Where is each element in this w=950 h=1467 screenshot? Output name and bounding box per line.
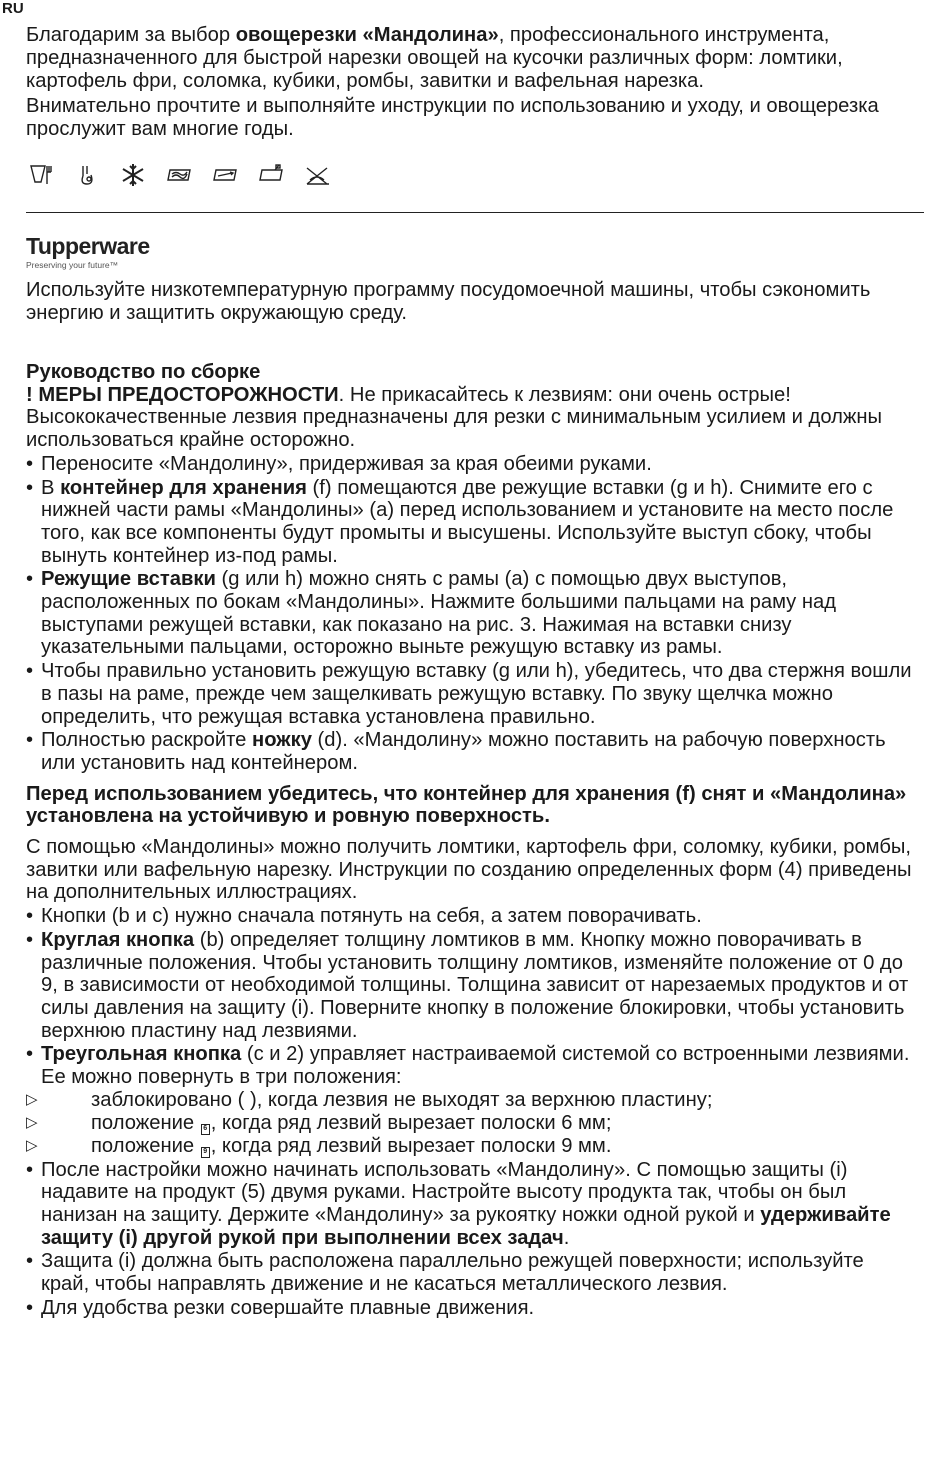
eco-note: Используйте низкотемпературную программу посудомоечной машины, чтобы сэкономить энергию и защитить окружающую среду. <box>26 279 871 325</box>
intro-paragraph-2: Внимательно прочтите и выполняйте инструкции по использованию и уходу, и овощерезка прослужит вам многие годы. <box>26 94 879 140</box>
dishwasher-safe-icon <box>74 162 100 194</box>
food-safe-icon <box>28 162 54 194</box>
usage-list <box>26 1159 916 1320</box>
care-icons-row <box>26 163 916 193</box>
microwave-open-icon <box>258 162 284 194</box>
intro-text: Благодарим за выбор <box>26 24 236 46</box>
warning-text: . Не прикасайтесь к лезвиям: они очень острые! Высококачественные лезвия предназначены для резки с минимальным усилием и должны использоваться крайне осторожно. <box>26 383 883 452</box>
divider <box>26 212 924 213</box>
position-item: ▷ положение 9 , когда ряд лезвий вырезает полоски 9 мм. <box>26 1135 916 1158</box>
position-item: ▷ положение 6 , когда ряд лезвий вырезает полоски 6 мм; <box>26 1112 916 1135</box>
product-name: овощерезки «Мандолина» <box>235 24 499 46</box>
tupperware-logo <box>26 233 150 271</box>
before-use-paragraph: С помощью «Мандолины» можно получить ломтики, картофель фри, соломку, кубики, ромбы, завитки или вафельную нарезку. Инструкции по созданию определенных форм (4) приведены на дополнительных иллюстрациях. <box>26 836 912 904</box>
warning-label: ! МЕРЫ ПРЕДОСТОРОЖНОСТИ <box>26 383 339 406</box>
positions-list <box>26 1089 916 1158</box>
microwave-icon <box>166 162 192 194</box>
intro-text-cont: , профессионального инструмента, предназначенного для быстрой нарезки овощей на кусочки различных форм: ломтики, картофель фри, соломка, кубики, ромбы, завитки и вафельная нарезка. <box>26 24 843 93</box>
freezer-safe-icon <box>120 162 146 194</box>
logo-tagline: Preserving your future™ <box>26 260 119 270</box>
assembly-list <box>26 453 916 775</box>
microwave-reheat-icon <box>212 162 238 194</box>
list-item: • Защита (i) должна быть расположена параллельно режущей поверхности; используйте край, чтобы направлять движение и не касаться металлического лезвия. <box>26 1250 916 1295</box>
no-oven-icon <box>304 162 330 194</box>
assembly-title: Руководство по сборке <box>26 361 261 383</box>
position-item: ▷ заблокировано ( ), когда лезвия не выходят за верхнюю пластину; <box>26 1089 916 1112</box>
intro-section <box>26 24 916 193</box>
position-6-symbol: 6 <box>201 1124 210 1135</box>
list-item: • Режущие вставки (g или h) можно снять с рамы (a) с помощью двух выступов, расположенных по бокам «Мандолины». Нажмите большими пальцами на раму над выступами режущей вставки, как показано на рис. 3. Нажимая на вставки снизу указательными пальцами, осторожно выньте режущую вставку из рамы. <box>26 568 916 659</box>
list-item: • Круглая кнопка (b) определяет толщину ломтиков в мм. Кнопку можно поворачивать в различные положения. Чтобы установить толщину ломтиков, изменяйте положение от 0 до 9, в зависимости от необходимой толщины. Толщина зависит от нарезаемых продуктов и от силы давления на защиту (i). Поверните кнопку в положение блокировки, чтобы установить верхнюю пластину над лезвиями. <box>26 929 916 1043</box>
logo-wordmark: Tupperware <box>26 233 150 259</box>
list-item: • Для удобства резки совершайте плавные движения. <box>26 1297 916 1320</box>
list-item: • Кнопки (b и c) нужно сначала потянуть на себя, а затем поворачивать. <box>26 905 916 928</box>
list-item: • Переносите «Мандолину», придерживая за края обеими руками. <box>26 453 916 476</box>
list-item: • После настройки можно начинать использовать «Мандолину». С помощью защиты (i) надавите на продукт (5) двумя руками. Настройте высоту продукта так, чтобы он был нанизан на защиту. Держите «Мандолину» за рукоятку ножки одной рукой и удерживайте защиту (i) другой рукой при выполнении всех задач. <box>26 1159 916 1250</box>
assembly-section <box>26 361 916 1319</box>
position-9-symbol: 9 <box>201 1147 210 1158</box>
before-use-heading: Перед использованием убедитесь, что контейнер для хранения (f) снят и «Мандолина» установлена на устойчивую и ровную поверхность. <box>26 782 907 828</box>
language-code: RU <box>2 0 24 17</box>
list-item: • Чтобы правильно установить режущую вставку (g или h), убедитесь, что два стержня вошли в пазы на раме, прежде чем защелкивать режущую вставку. По звуку щелчка можно определить, что режущая вставка установлена правильно. <box>26 660 916 728</box>
before-use-list <box>26 905 916 1089</box>
list-item: • Полностью раскройте ножку (d). «Мандолину» можно поставить на рабочую поверхность или установить над контейнером. <box>26 729 916 774</box>
list-item: • Треугольная кнопка (c и 2) управляет настраиваемой системой со встроенными лезвиями. Ее можно повернуть в три положения: <box>26 1043 916 1088</box>
list-item: • В контейнер для хранения (f) помещаются две режущие вставки (g и h). Снимите его с нижней части рамы «Мандолины» (a) перед использованием и установите на место после того, как все компоненты будут промыты и высушены. Используйте выступ сбоку, чтобы вынуть контейнер из-под рамы. <box>26 477 916 568</box>
warning-paragraph <box>26 384 916 452</box>
intro-paragraph <box>26 24 916 94</box>
